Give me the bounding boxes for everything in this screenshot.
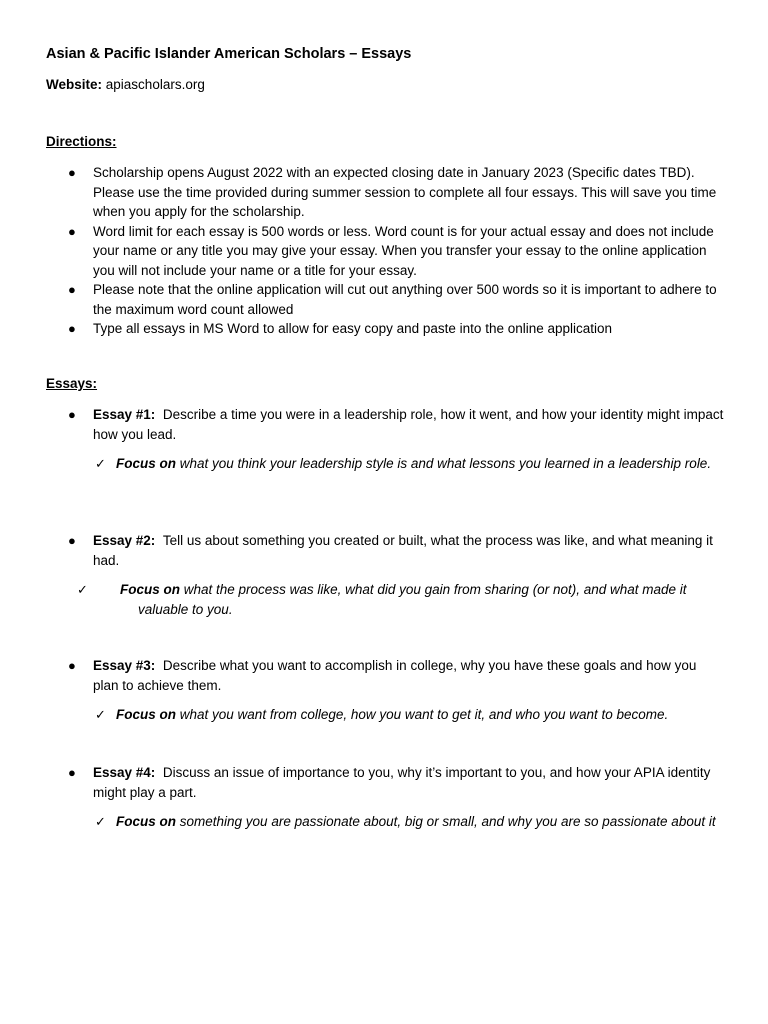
website-label: Website: [46, 77, 103, 92]
essay-focus [0, 454, 768, 474]
essay-block [0, 531, 768, 619]
bullet-icon: ● [68, 282, 76, 297]
essay-block [0, 405, 768, 474]
checkmark-icon: ✓ [95, 814, 106, 829]
essay-label: Essay #4: [93, 765, 156, 780]
website-value: apiascholars.org [105, 77, 205, 92]
directions-item: ● Word limit for each essay is 500 words or less. Word count is for your actual essay and does not include your name or any title you may give your essay. When you transfer your essay to the online application you will not include your name or a title for your essay. [68, 223, 714, 278]
directions-item: ● Type all essays in MS Word to allow for easy copy and paste into the online application [0, 319, 768, 339]
focus-label: Focus on [116, 814, 176, 829]
bullet-icon: ● [68, 765, 76, 780]
essay-focus: ✓ Focus on what the process was like, what did you gain from sharing (or not), and what made it valuable to you. [77, 582, 687, 617]
bullet-icon: ● [68, 321, 76, 336]
essay-label: Essay #1: [93, 407, 156, 422]
bullet-icon: ● [68, 658, 76, 673]
essay-prompt [0, 531, 768, 570]
directions-item: ● Scholarship opens August 2022 with an expected closing date in January 2023 (Specific dates TBD). Please use the time provided during summer session to complete all four essays. This will save you time when you apply for the scholarship. [68, 165, 717, 219]
focus-label: Focus on [120, 582, 180, 597]
essay-question: Discuss an issue of importance to you, why it’s important to you, and how your APIA identity might play a part. [93, 765, 711, 800]
directions-item: ● Please note that the online application will cut out anything over 500 words so it is important to adhere to the maximum word count allowed [68, 282, 717, 317]
essays-heading: Essays: [46, 376, 98, 391]
essay-label: Essay #2: [93, 533, 156, 548]
essay-question: Tell us about something you created or built, what the process was like, and what meaning it had. [93, 533, 713, 568]
focus-text: what the process was like, what did you gain from sharing (or not), and what made it valuable to you. [138, 582, 687, 617]
bullet-icon: ● [68, 407, 76, 422]
focus-text: what you want from college, how you want to get it, and who you want to become. [179, 707, 669, 722]
bullet-icon: ● [68, 165, 76, 180]
focus-label: Focus on [116, 707, 176, 722]
checkmark-icon: ✓ [95, 707, 106, 722]
essay-label: Essay #3: [93, 658, 156, 673]
focus-label: Focus on [116, 456, 176, 471]
bullet-icon: ● [68, 223, 76, 239]
essay-focus [0, 705, 768, 725]
essay-prompt [0, 656, 768, 695]
essay-block [0, 763, 768, 832]
directions-heading: Directions: [46, 134, 117, 149]
essay-prompt [0, 405, 768, 444]
bullet-icon: ● [68, 533, 76, 548]
directions-list [0, 163, 768, 339]
essay-prompt [0, 763, 768, 802]
essay-question: Describe a time you were in a leadership role, how it went, and how your identity might impact how you lead. [93, 407, 724, 442]
checkmark-icon: ✓ [95, 456, 106, 471]
website-line [46, 77, 205, 92]
essay-focus [0, 812, 768, 832]
essay-question: Describe what you want to accomplish in college, why you have these goals and how you plan to achieve them. [93, 658, 697, 693]
document-title: Asian & Pacific Islander American Scholars – Essays [46, 46, 412, 62]
essay-block [0, 656, 768, 725]
focus-text: something you are passionate about, big or small, and why you are so passionate about it [179, 814, 716, 829]
focus-text: what you think your leadership style is and what lessons you learned in a leadership role. [179, 456, 712, 471]
